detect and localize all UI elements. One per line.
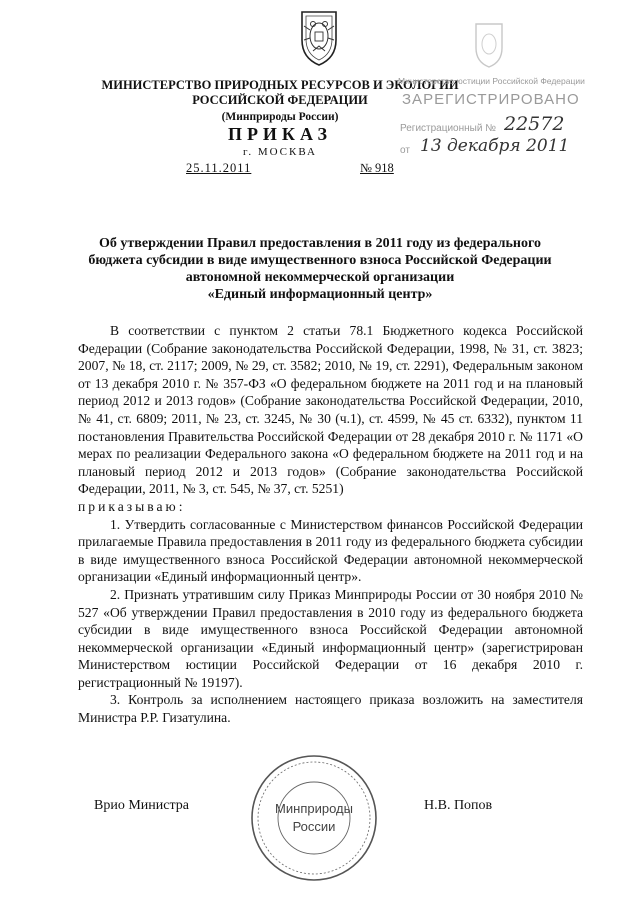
ministry-short-name: (Минприроды России) <box>221 111 339 123</box>
ministry-name-line2: РОССИЙСКОЙ ФЕДЕРАЦИИ <box>192 93 368 107</box>
ministry-name-line1: МИНИСТЕРСТВО ПРИРОДНЫХ РЕСУРСОВ И ЭКОЛОГИИ <box>101 78 459 92</box>
stamp-registered-label: ЗАРЕГИСТРИРОВАНО <box>402 91 580 108</box>
signatory-position: Врио Министра <box>94 798 189 813</box>
signatory-name: Н.В. Попов <box>424 798 493 813</box>
stamp-ministry-line: Министерство юстиции Российской Федерации <box>398 76 585 86</box>
order-item-1: 1. Утвердить согласованные с Министерством финансов Российской Федерации прилагаемые Правила предоставления в 2011 году из федерального бюджета субсидии в виде имущественного взноса Российской Федерации автономной некоммерческой организации «Единый информационный центр». <box>78 516 583 585</box>
document-type: ПРИКАЗ <box>227 124 333 144</box>
seal-text-line2: России <box>292 819 336 834</box>
document-body <box>78 322 583 727</box>
document-title <box>60 235 580 303</box>
seal-text-line1: Минприроды <box>275 801 353 816</box>
document-number: № 918 <box>360 161 394 175</box>
order-item-3: 3. Контроль за исполнением настоящего приказа возложить на заместителя Министра Р.Р. Гизатулина. <box>78 692 583 726</box>
order-item-2: 2. Признать утратившим силу Приказ Минприроды России от 30 ноября 2010 № 527 «Об утверждении Правил предоставления в 2010 году из федерального бюджета субсидии в виде имущественного взноса Российской Федерации автономной некоммерческой организации «Единый информационный центр» (зарегистрирован Министерством юстиции Российской Федерации от 16 декабря 2010 г. регистрационный № 19197). <box>78 586 583 690</box>
coat-of-arms-emblem <box>298 6 340 68</box>
title-line3: автономной некоммерческой организации <box>185 270 455 285</box>
title-line4: «Единый информационный центр» <box>207 287 433 302</box>
title-line2: бюджета субсидии в виде имущественного взноса Российской Федерации <box>88 253 552 268</box>
ministry-seal <box>248 752 380 884</box>
registration-stamp <box>392 18 624 172</box>
stamp-reg-number: 22572 <box>504 113 565 135</box>
document-date: 25.11.2011 <box>186 161 252 175</box>
preamble-paragraph: В соответствии с пунктом 2 статьи 78.1 Бюджетного кодекса Российской Федерации (Собрание законодательства Российской Федерации, 1998, № 31, ст. 3823; 2007, № 18, ст. 2117; 2009, № 29, ст. 3582; 2010, № 19, ст. 2291), Федеральным законом от 13 декабря 2010 г. № 357-ФЗ «О федеральном бюджете на 2011 год и на плановый период 2012 и 2013 годов» (Собрание законодательства Российской Федерации, 2010, № 41, ст. 6809; 2011, № 23, ст. 3245, № 30 (ч.1), ст. 4599, № 45 ст. 6332), пунктом 11 постановления Правительства Российской Федерации от 28 декабря 2010 г. № 1171 «О мерах по реализации Федерального закона «О федеральном бюджете на 2011 год и на плановый период 2012 и 2013 годов» (Собрание законодательства Российской Федерации, 2011, № 3, ст. 545, № 37, ст. 5251) <box>78 323 583 497</box>
stamp-date-label: от <box>400 145 410 156</box>
order-word: приказываю: <box>78 498 186 514</box>
stamp-reg-number-label: Регистрационный № <box>400 123 496 134</box>
title-line1: Об утверждении Правил предоставления в 2011 году из федерального <box>99 236 541 251</box>
stamp-reg-date: 13 декабря 2011 <box>420 136 570 156</box>
document-city: г. МОСКВА <box>243 146 317 158</box>
stamp-emblem-icon <box>472 20 506 70</box>
